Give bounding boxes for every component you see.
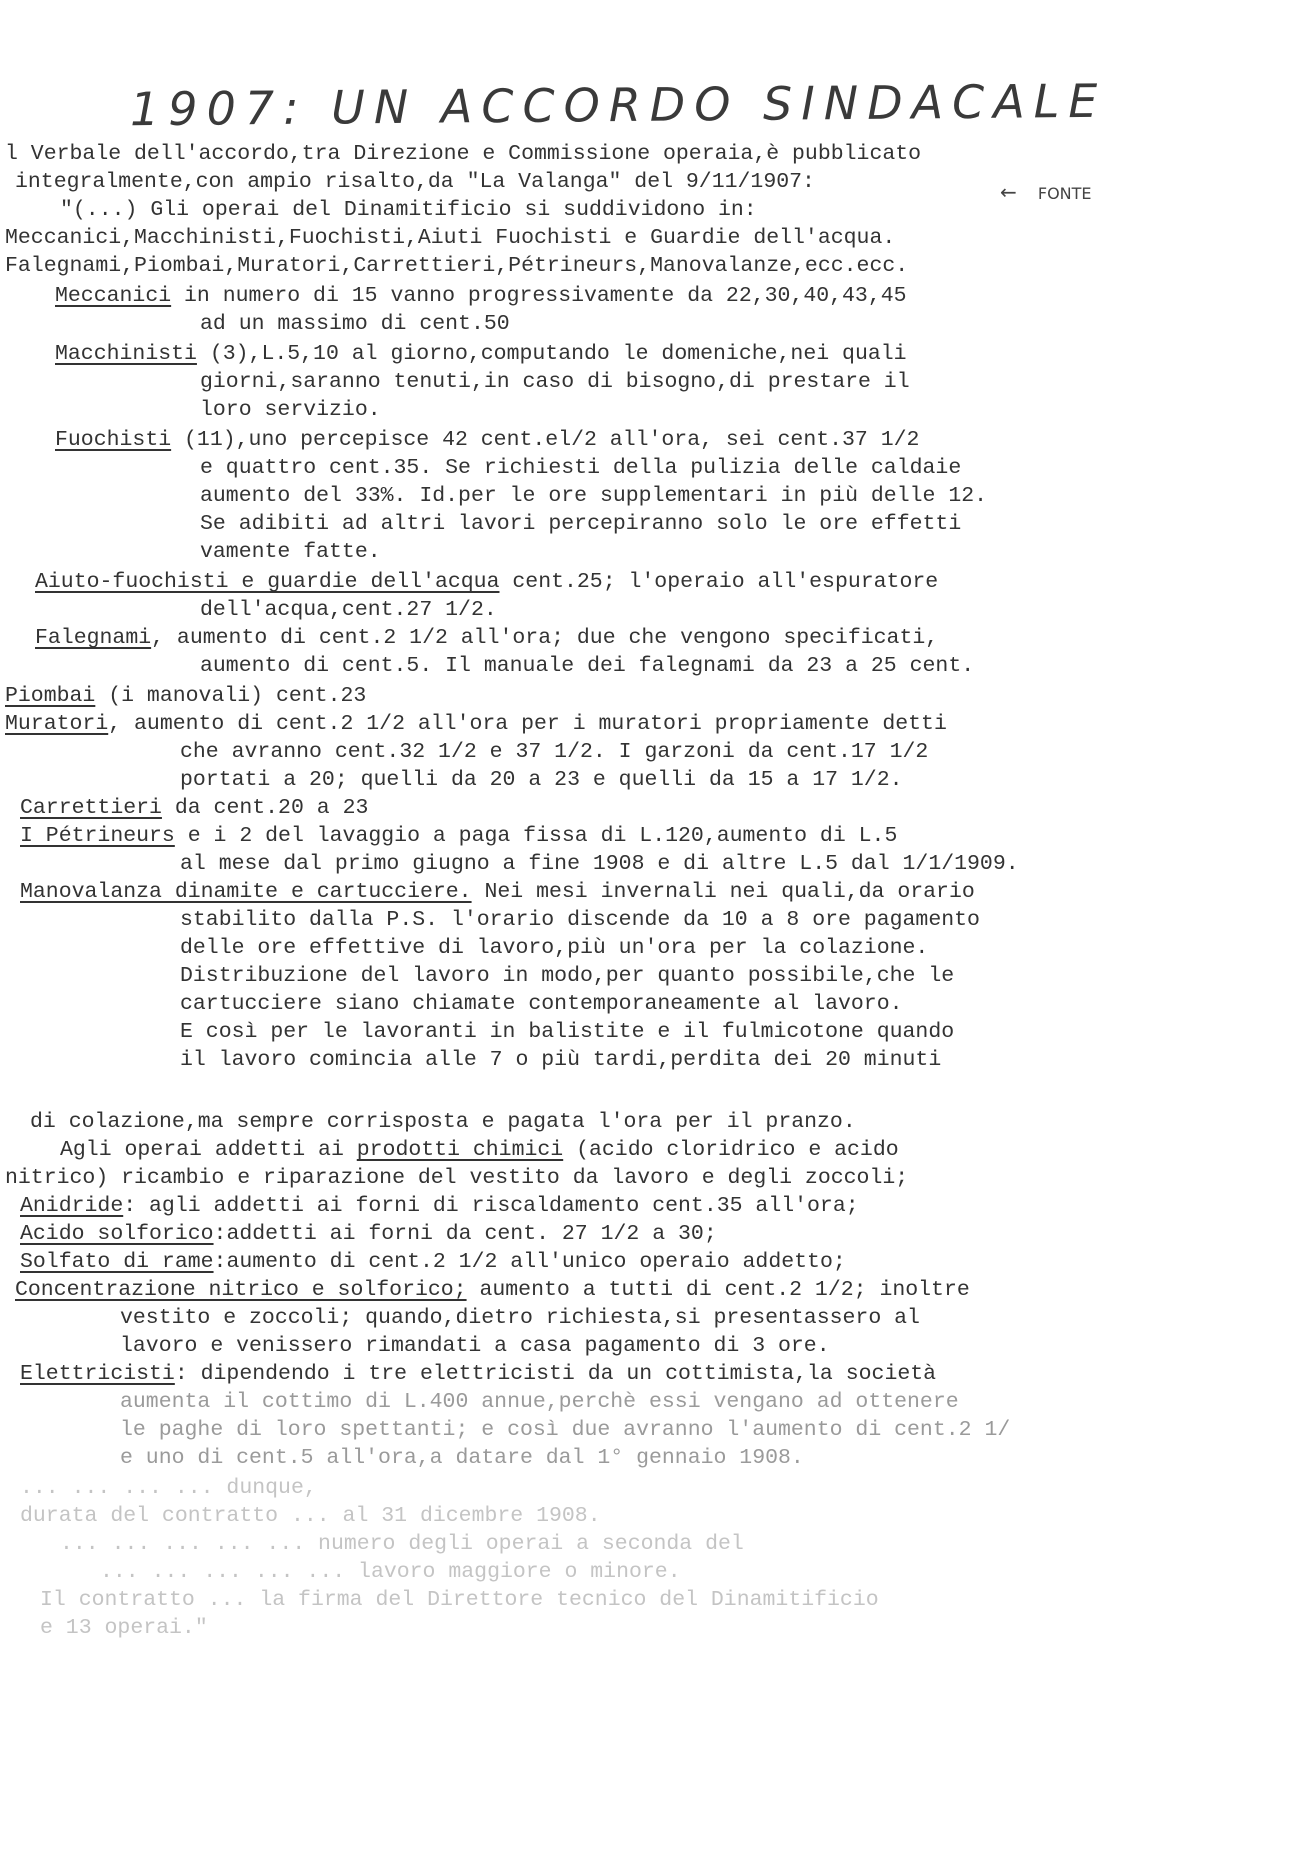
- text-line: [200, 396, 381, 424]
- text-line: [180, 738, 928, 766]
- text-line: [60, 196, 757, 224]
- text-line: [200, 310, 510, 338]
- line-text: , aumento di cent.2 1/2 all'ora; due che vengono specificati,: [151, 626, 939, 650]
- text-line: [35, 624, 938, 652]
- text-line: [40, 1586, 879, 1614]
- text-line: [15, 168, 815, 196]
- line-text: vestito e zoccoli; quando,dietro richiesta,si presentassero al: [120, 1306, 920, 1330]
- line-text: al mese dal primo giugno a fine 1908 e di altre L.5 dal 1/1/1909.: [180, 852, 1019, 876]
- line-text: nitrico) ricambio e riparazione del vestito da lavoro e degli zoccoli;: [5, 1166, 909, 1190]
- line-text: Se adibiti ad altri lavori percepiranno solo le ore effetti: [200, 512, 962, 536]
- text-line: [5, 682, 366, 710]
- text-line: [55, 426, 919, 454]
- line-text: Nei mesi invernali nei quali,da orario: [471, 880, 975, 904]
- line-text: lavoro e venissero rimandati a casa pagamento di 3 ore.: [120, 1334, 830, 1358]
- line-text: ... ... ... ... ... lavoro maggiore o minore.: [100, 1560, 681, 1584]
- text-line: [5, 710, 947, 738]
- line-text: stabilito dalla P.S. l'orario discende da 10 a 8 ore pagamento: [180, 908, 980, 932]
- underlined-heading: Aiuto-fuochisti e guardie dell'acqua: [35, 570, 500, 594]
- line-text: (3),L.5,10 al giorno,computando le domeniche,nei quali: [196, 342, 907, 366]
- text-line: [120, 1444, 804, 1472]
- line-text: Il contratto ... la firma del Direttore tecnico del Dinamitificio: [40, 1588, 879, 1612]
- line-text: il lavoro comincia alle 7 o più tardi,perdita dei 20 minuti: [180, 1048, 942, 1072]
- line-text: E così per le lavoranti in balistite e il fulmicotone quando: [180, 1020, 955, 1044]
- line-text: Distribuzione del lavoro in modo,per quanto possibile,che le: [180, 964, 955, 988]
- line-text: cent.25; l'operaio all'espuratore: [499, 570, 939, 594]
- line-text: (acido cloridrico e acido: [563, 1138, 899, 1162]
- underlined-heading: Concentrazione nitrico e solforico;: [15, 1278, 467, 1302]
- text-line: [180, 990, 903, 1018]
- text-line: [200, 538, 381, 566]
- text-line: [180, 850, 1019, 878]
- text-line: [5, 252, 908, 280]
- text-line: [120, 1332, 830, 1360]
- text-line: [180, 766, 903, 794]
- line-text: e i 2 del lavaggio a paga fissa di L.120,aumento di L.5: [174, 824, 898, 848]
- underlined-heading: prodotti chimici: [356, 1138, 564, 1162]
- line-prefix: Agli operai addetti ai: [60, 1138, 357, 1162]
- line-text: (11),uno percepisce 42 cent.el/2 all'ora, sei cent.37 1/2: [171, 428, 920, 452]
- underlined-heading: Macchinisti: [55, 342, 197, 366]
- text-line: [20, 878, 975, 906]
- line-text: da cent.20 a 23: [161, 796, 369, 820]
- line-text: le paghe di loro spettanti; e così due avranno l'aumento di cent.2 1/: [120, 1418, 1011, 1442]
- line-text: giorni,saranno tenuti,in caso di bisogno,di prestare il: [200, 370, 910, 394]
- text-line: [5, 140, 921, 168]
- underlined-heading: Acido solforico: [20, 1222, 214, 1246]
- text-line: [55, 340, 907, 368]
- text-line: [20, 822, 897, 850]
- underlined-heading: Elettricisti: [20, 1362, 175, 1386]
- text-line: [200, 652, 974, 680]
- text-line: [60, 1136, 899, 1164]
- text-line: [30, 1108, 856, 1136]
- line-text: aumenta il cottimo di L.400 annue,perchè essi vengano ad ottenere: [120, 1390, 959, 1414]
- line-text: ad un massimo di cent.50: [200, 312, 510, 336]
- line-text: aumento a tutti di cent.2 1/2; inoltre: [466, 1278, 970, 1302]
- line-text: vamente fatte.: [200, 540, 381, 564]
- line-text: "(...) Gli operai del Dinamitificio si suddividono in:: [60, 198, 757, 222]
- text-line: [15, 1276, 970, 1304]
- text-line: [200, 510, 961, 538]
- text-line: [200, 596, 497, 624]
- underlined-heading: Manovalanza dinamite e cartucciere.: [20, 880, 472, 904]
- text-line: [180, 1018, 954, 1046]
- text-line: [60, 1530, 744, 1558]
- text-line: [20, 1360, 936, 1388]
- line-text: e uno di cent.5 all'ora,a datare dal 1° gennaio 1908.: [120, 1446, 804, 1470]
- line-text: ... ... ... ... dunque,: [20, 1476, 317, 1500]
- line-text: dell'acqua,cent.27 1/2.: [200, 598, 497, 622]
- text-line: [5, 1164, 908, 1192]
- text-line: [20, 1248, 846, 1276]
- line-text: aumento di cent.5. Il manuale dei falegnami da 23 a 25 cent.: [200, 654, 975, 678]
- line-text: Meccanici,Macchinisti,Fuochisti,Aiuti Fuochisti e Guardie dell'acqua.: [5, 226, 896, 250]
- line-text: portati a 20; quelli da 20 a 23 e quelli da 15 a 17 1/2.: [180, 768, 903, 792]
- text-line: [20, 1474, 317, 1502]
- line-text: Falegnami,Piombai,Muratori,Carrettieri,Pétrineurs,Manovalanze,ecc.ecc.: [5, 254, 909, 278]
- text-line: [20, 794, 368, 822]
- line-text: e quattro cent.35. Se richiesti della pulizia delle caldaie: [200, 456, 962, 480]
- line-text: e 13 operai.": [40, 1616, 208, 1640]
- line-text: cartucciere siano chiamate contemporaneamente al lavoro.: [180, 992, 903, 1016]
- text-line: [20, 1502, 601, 1530]
- underlined-heading: Piombai: [5, 684, 96, 708]
- arrow-left-icon: ←: [1000, 180, 1017, 204]
- text-line: [180, 1046, 941, 1074]
- source-note: [1000, 180, 1092, 204]
- text-line: [35, 568, 938, 596]
- source-label: FONTE: [1037, 184, 1092, 203]
- underlined-heading: Carrettieri: [20, 796, 162, 820]
- text-line: [180, 962, 954, 990]
- underlined-heading: Anidride: [20, 1194, 124, 1218]
- text-line: [200, 454, 961, 482]
- underlined-heading: Solfato di rame: [20, 1250, 214, 1274]
- underlined-heading: Falegnami: [35, 626, 152, 650]
- underlined-heading: I Pétrineurs: [20, 824, 175, 848]
- line-text: di colazione,ma sempre corrisposta e pagata l'ora per il pranzo.: [30, 1110, 856, 1134]
- line-text: loro servizio.: [200, 398, 381, 422]
- text-line: [5, 224, 895, 252]
- underlined-heading: Muratori: [5, 712, 109, 736]
- line-text: l Verbale dell'accordo,tra Direzione e Commissione operaia,è pubblicato: [5, 142, 922, 166]
- text-line: [200, 368, 910, 396]
- line-text: ... ... ... ... ... numero degli operai a seconda del: [60, 1532, 744, 1556]
- line-text: delle ore effettive di lavoro,più un'ora per la colazione.: [180, 936, 929, 960]
- text-line: [20, 1220, 717, 1248]
- line-text: che avranno cent.32 1/2 e 37 1/2. I garzoni da cent.17 1/2: [180, 740, 929, 764]
- text-line: [40, 1614, 208, 1642]
- line-text: :addetti ai forni da cent. 27 1/2 a 30;: [213, 1222, 717, 1246]
- text-line: [55, 282, 907, 310]
- line-text: :aumento di cent.2 1/2 all'unico operaio addetto;: [213, 1250, 846, 1274]
- line-text: in numero di 15 vanno progressivamente da 22,30,40,43,45: [171, 284, 907, 308]
- text-line: [100, 1558, 681, 1586]
- line-text: , aumento di cent.2 1/2 all'ora per i muratori propriamente detti: [108, 712, 947, 736]
- line-text: integralmente,con ampio risalto,da "La Valanga" del 9/11/1907:: [15, 170, 815, 194]
- text-line: [120, 1416, 1010, 1444]
- line-text: : dipendendo i tre elettricisti da un cottimista,la società: [174, 1362, 937, 1386]
- text-line: [20, 1192, 859, 1220]
- line-text: (i manovali) cent.23: [95, 684, 367, 708]
- text-line: [200, 482, 987, 510]
- line-text: aumento del 33%. Id.per le ore supplementari in più delle 12.: [200, 484, 988, 508]
- text-line: [180, 934, 928, 962]
- underlined-heading: Meccanici: [55, 284, 172, 308]
- line-text: durata del contratto ... al 31 dicembre 1908.: [20, 1504, 601, 1528]
- text-line: [120, 1388, 959, 1416]
- line-text: : agli addetti ai forni di riscaldamento cent.35 all'ora;: [123, 1194, 859, 1218]
- text-line: [120, 1304, 920, 1332]
- text-line: [180, 906, 980, 934]
- document-title: 1907: UN ACCORDO SINDACALE: [129, 73, 1107, 137]
- underlined-heading: Fuochisti: [55, 428, 172, 452]
